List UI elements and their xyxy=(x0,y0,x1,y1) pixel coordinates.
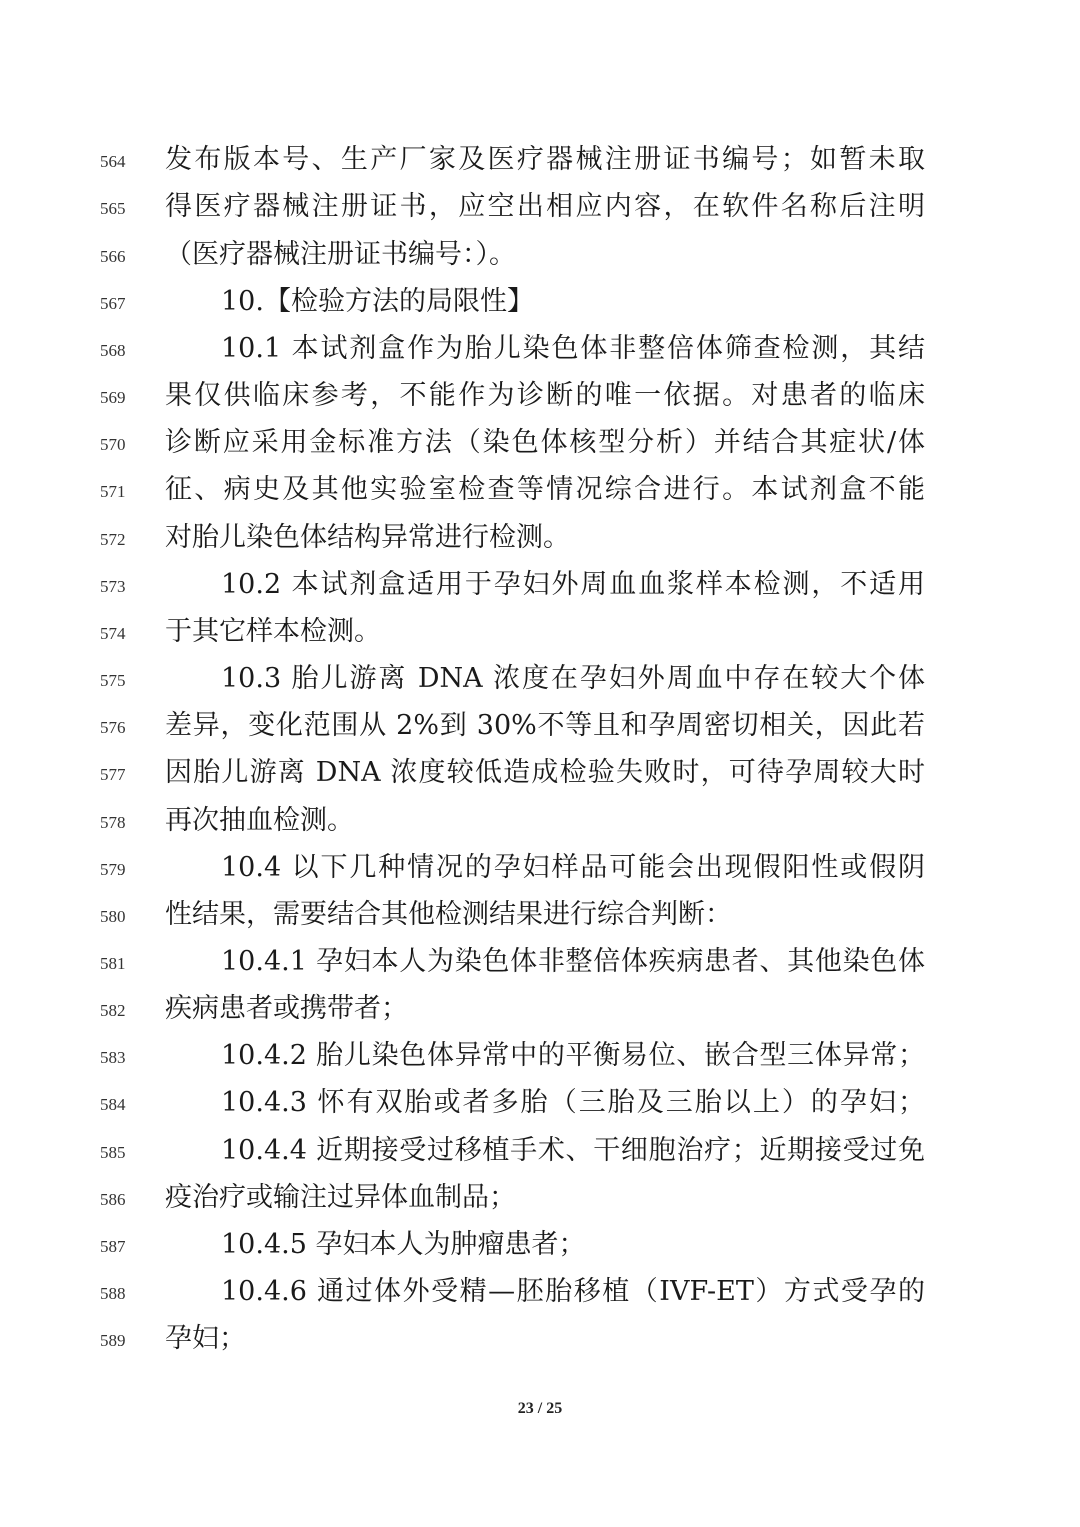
line-text: 因胎儿游离 DNA 浓度较低造成检验失败时，可待孕周较大时 xyxy=(165,757,925,788)
line-text: 疫治疗或输注过异体血制品； xyxy=(165,1182,516,1213)
line-number: 578 xyxy=(100,813,126,832)
text-line xyxy=(0,518,1080,558)
text-line xyxy=(0,1272,1080,1312)
line-number: 589 xyxy=(100,1331,126,1350)
line-number: 580 xyxy=(100,907,126,926)
line-number: 584 xyxy=(100,1095,126,1114)
line-text: 10.4.5 孕妇本人为肿瘤患者； xyxy=(221,1229,586,1260)
line-number: 566 xyxy=(100,247,126,266)
text-line xyxy=(0,376,1080,416)
line-text: 10.【检验方法的局限性】 xyxy=(221,286,534,317)
line-number: 568 xyxy=(100,341,126,360)
line-number: 582 xyxy=(100,1001,126,1020)
text-line xyxy=(0,423,1080,463)
line-text: 孕妇； xyxy=(165,1323,246,1354)
line-text: 对胎儿染色体结构异常进行检测。 xyxy=(165,522,570,553)
line-number: 576 xyxy=(100,718,126,737)
text-line xyxy=(0,989,1080,1029)
line-number: 577 xyxy=(100,765,126,784)
line-text: 10.2 本试剂盒适用于孕妇外周血血浆样本检测，不适用 xyxy=(221,569,925,600)
line-number: 585 xyxy=(100,1143,126,1162)
line-text: 10.4 以下几种情况的孕妇样品可能会出现假阳性或假阴 xyxy=(221,852,925,883)
line-number: 569 xyxy=(100,388,126,407)
text-line xyxy=(0,140,1080,180)
line-number: 573 xyxy=(100,577,126,596)
line-text: 10.4.6 通过体外受精—胚胎移植（IVF-ET）方式受孕的 xyxy=(221,1276,925,1307)
text-line xyxy=(0,706,1080,746)
line-number: 586 xyxy=(100,1190,126,1209)
line-text: 果仅供临床参考，不能作为诊断的唯一依据。对患者的临床 xyxy=(165,380,925,411)
line-number: 565 xyxy=(100,199,126,218)
line-text: 得医疗器械注册证书，应空出相应内容，在软件名称后注明 xyxy=(165,191,925,222)
line-text: （医疗器械注册证书编号：）。 xyxy=(165,239,516,270)
line-text: 10.4.3 怀有双胎或者多胎（三胎及三胎以上）的孕妇； xyxy=(221,1087,925,1118)
text-line xyxy=(0,753,1080,793)
line-number: 587 xyxy=(100,1237,126,1256)
text-line xyxy=(0,612,1080,652)
text-line xyxy=(0,1036,1080,1076)
line-number: 572 xyxy=(100,530,126,549)
line-text: 10.1 本试剂盒作为胎儿染色体非整倍体筛查检测，其结 xyxy=(221,333,925,364)
line-text: 性结果，需要结合其他检测结果进行综合判断： xyxy=(165,899,732,930)
text-line xyxy=(0,1083,1080,1123)
text-line xyxy=(0,235,1080,275)
line-text: 10.4.4 近期接受过移植手术、干细胞治疗；近期接受过免 xyxy=(221,1135,925,1166)
line-number: 574 xyxy=(100,624,126,643)
line-number: 567 xyxy=(100,294,126,313)
line-number: 570 xyxy=(100,435,126,454)
line-text: 征、病史及其他实验室检查等情况综合进行。本试剂盒不能 xyxy=(165,474,925,505)
line-number: 579 xyxy=(100,860,126,879)
text-line xyxy=(0,1225,1080,1265)
text-line xyxy=(0,187,1080,227)
text-line xyxy=(0,895,1080,935)
text-line xyxy=(0,1319,1080,1359)
line-text: 再次抽血检测。 xyxy=(165,805,354,836)
line-number: 575 xyxy=(100,671,126,690)
text-line xyxy=(0,801,1080,841)
line-text: 10.3 胎儿游离 DNA 浓度在孕妇外周血中存在较大个体 xyxy=(221,663,925,694)
page-number: 23 / 25 xyxy=(517,1400,563,1417)
text-line xyxy=(0,848,1080,888)
line-number: 583 xyxy=(100,1048,126,1067)
text-line xyxy=(0,1178,1080,1218)
line-text: 于其它样本检测。 xyxy=(165,616,381,647)
text-line xyxy=(0,470,1080,510)
line-number: 564 xyxy=(100,152,126,171)
line-number: 581 xyxy=(100,954,126,973)
text-line xyxy=(0,565,1080,605)
line-number: 588 xyxy=(100,1284,126,1303)
text-line xyxy=(0,1131,1080,1171)
line-text: 诊断应采用金标准方法（染色体核型分析）并结合其症状/体 xyxy=(165,427,925,458)
text-line xyxy=(0,942,1080,982)
text-line xyxy=(0,329,1080,369)
text-line xyxy=(0,659,1080,699)
text-line xyxy=(0,282,1080,322)
line-text: 疾病患者或携带者； xyxy=(165,993,408,1024)
line-text: 差异，变化范围从 2%到 30%不等且和孕周密切相关，因此若 xyxy=(165,710,925,741)
line-text: 发布版本号、生产厂家及医疗器械注册证书编号；如暂未取 xyxy=(165,144,925,175)
line-text: 10.4.1 孕妇本人为染色体非整倍体疾病患者、其他染色体 xyxy=(221,946,925,977)
line-text: 10.4.2 胎儿染色体异常中的平衡易位、嵌合型三体异常； xyxy=(221,1040,925,1071)
line-number: 571 xyxy=(100,482,126,501)
